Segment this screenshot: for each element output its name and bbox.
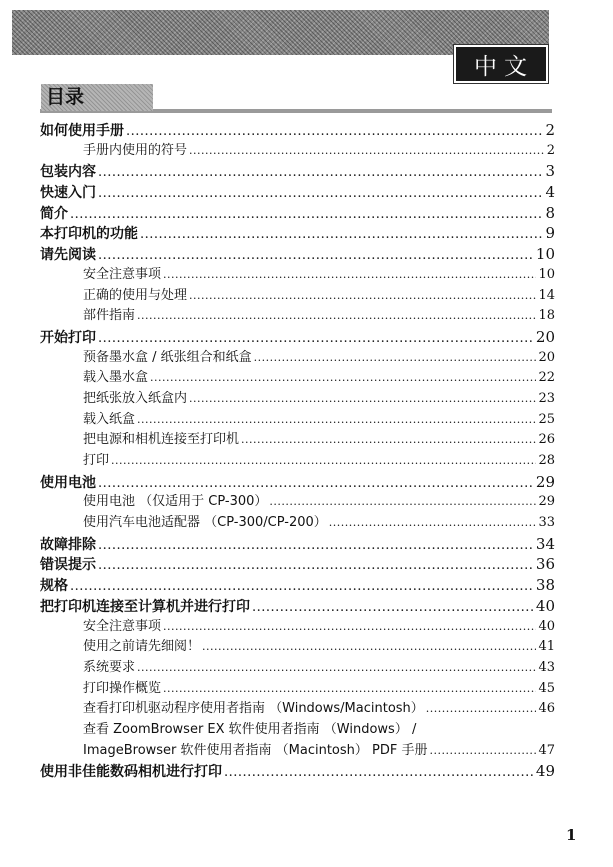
toc-entry[interactable]: 把电源和相机连接至打印机 ..... 26 <box>40 430 555 451</box>
page-number: 1 <box>566 826 577 844</box>
toc-entry[interactable]: 查看打印机驱动程序使用者指南 （Windows/Macintosh） ..... 46 <box>40 699 555 720</box>
toc-entry[interactable]: 载入纸盒 ..... 25 <box>40 410 555 431</box>
toc-entry[interactable]: ImageBrowser 软件使用者指南 （Macintosh） PDF 手册 ..... 47 <box>40 741 555 762</box>
toc-entry[interactable]: 快速入门 ..... 4 <box>40 182 555 203</box>
toc-entry[interactable]: 开始打印 ..... 20 <box>40 327 555 348</box>
table-of-contents <box>40 120 555 782</box>
toc-entry[interactable]: 请先阅读 ..... 10 <box>40 244 555 265</box>
toc-entry[interactable]: 打印操作概览 ..... 45 <box>40 679 555 700</box>
toc-entry[interactable]: 包装内容 ..... 3 <box>40 161 555 182</box>
toc-entry[interactable]: 载入墨水盒 ..... 22 <box>40 368 555 389</box>
toc-entry[interactable]: 简介 ..... 8 <box>40 203 555 224</box>
toc-entry[interactable]: 使用非佳能数码相机进行打印 ..... 49 <box>40 761 555 782</box>
toc-entry[interactable]: 如何使用手册 ..... 2 <box>40 120 555 141</box>
toc-entry[interactable]: 把打印机连接至计算机并进行打印 ..... 40 <box>40 596 555 617</box>
toc-entry[interactable]: 使用电池 （仅适用于 CP-300） ..... 29 <box>40 492 555 513</box>
language-label: 中文 <box>454 45 548 83</box>
toc-entry[interactable]: 错误提示 ..... 36 <box>40 554 555 575</box>
toc-entry[interactable]: 正确的使用与处理 ..... 14 <box>40 286 555 307</box>
toc-entry[interactable]: 把纸张放入纸盒内 ..... 23 <box>40 389 555 410</box>
toc-entry[interactable]: 本打印机的功能 ..... 9 <box>40 223 555 244</box>
toc-entry[interactable]: 预备墨水盒 / 纸张组合和纸盒 ..... 20 <box>40 348 555 369</box>
toc-entry[interactable]: 使用电池 ..... 29 <box>40 472 555 493</box>
toc-entry[interactable]: 打印 ..... 28 <box>40 451 555 472</box>
toc-entry[interactable]: 规格 ..... 38 <box>40 575 555 596</box>
toc-entry[interactable]: 故障排除 ..... 34 <box>40 534 555 555</box>
toc-entry[interactable]: 系统要求 ..... 43 <box>40 658 555 679</box>
toc-entry[interactable]: 使用之前请先细阅！ ..... 41 <box>40 637 555 658</box>
toc-entry[interactable]: 手册内使用的符号 ..... 2 <box>40 141 555 162</box>
toc-entry[interactable]: 部件指南 ..... 18 <box>40 306 555 327</box>
toc-title: 目录 <box>41 84 153 111</box>
toc-entry[interactable]: 使用汽车电池适配器 （CP-300/CP-200） ..... 33 <box>40 513 555 534</box>
toc-entry[interactable]: 安全注意事项 ..... 40 <box>40 617 555 638</box>
toc-entry[interactable]: 安全注意事项 ..... 10 <box>40 265 555 286</box>
toc-entry-continued-line[interactable]: 查看 ZoomBrowser EX 软件使用者指南 （Windows） / <box>83 721 417 737</box>
